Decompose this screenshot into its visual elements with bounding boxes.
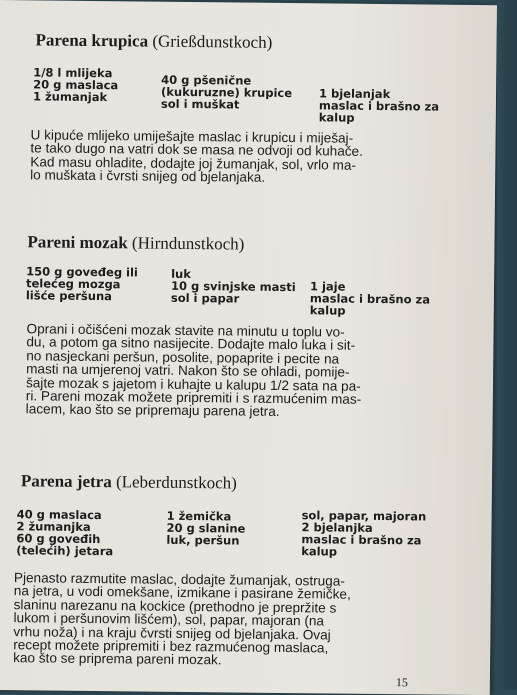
page-number: 15 <box>395 675 408 690</box>
recipe-title <box>35 30 272 52</box>
recipe-title-main: Pareni mozak <box>27 232 128 253</box>
ingredients-column-1: 150 g goveđeg ili telećeg mozga lišće peršuna <box>25 264 138 304</box>
recipe-title-main: Parena jetra <box>20 471 112 492</box>
book-spine <box>497 0 517 690</box>
ingredients-column-1: 1/8 l mlijeka 20 g maslaca 1 žumanjak <box>32 65 119 105</box>
recipe-title <box>21 471 237 493</box>
recipe-parena-krupica <box>0 0 497 186</box>
ingredients-column-2: luk 10 g svinjske masti sol i papar <box>170 266 296 306</box>
ingredients-column-3: 1 bjelanjak maslac i brašno za kalup <box>318 86 440 125</box>
recipe-title-subtitle: (Grießdunstkoch) <box>152 31 273 52</box>
ingredients-column-3: sol, papar, majoran 2 bjelanjka maslac i brašno za kalup <box>301 508 427 559</box>
ingredients-column-2: 1 žemička 20 g slanine luk, peršun <box>166 508 246 548</box>
ingredients-column-1: 40 g maslaca 2 žumanjka 60 g goveđih (telećih) jetara <box>16 507 114 559</box>
recipe-title <box>27 232 244 254</box>
recipe-title-main: Parena krupica <box>35 30 149 51</box>
recipe-instructions: Pjenasto razmutite maslac, dodajte žumanjak, ostruga- na jetra, u vodi omekšane, izmikane i pasirane žemičke, slaninu narezanu na kockice (prethodno je prepržite s lukom i peršunovim lišćem), sol, papar, majoran (na vrhu noža) i na kraju čvrsti snijeg od bjelanjaka. Ovaj recept možete pripremiti i bez razmućenog maslaca, kao što se priprema pareni mozak. <box>13 570 351 668</box>
recipe-instructions: U kipuće mlijeko umiješajte maslac i krupicu i miješaj- te tako dugo na vatri dok se masa ne odvoji od kuhače. Kad masu ohladite, dodajte joj žumanjak, sol, vrlo ma- lo muškata i čvrsti snijeg od bjelanjaka. <box>30 127 364 186</box>
recipe-instructions: Oprani i očišćeni mozak stavite na minutu u toplu vo- du, a potom ga sitno nasijecite. Dodajte malo luka i sit- no nasjeckani peršun, posolite, popaprite i pecite na masti na umjerenoj vatri. Nakon što se ohladi, pomije- šajte mozak s jajetom i kuhajte u kalupu 1/2 sata na pa- ri. Pareni mozak možete pripremiti i s razmućenim mas- lacem, kao što se pripremaju parena jetra. <box>25 321 362 420</box>
recipe-title-subtitle: (Leberdunstkoch) <box>115 472 237 493</box>
ingredients-column-2: 40 g pšenične (kukuruzne) krupice sol i muškat <box>160 72 293 112</box>
recipe-title-subtitle: (Hirndunstkoch) <box>131 233 245 254</box>
ingredients-column-3: 1 jaje maslac i brašno za kalup <box>309 279 431 318</box>
